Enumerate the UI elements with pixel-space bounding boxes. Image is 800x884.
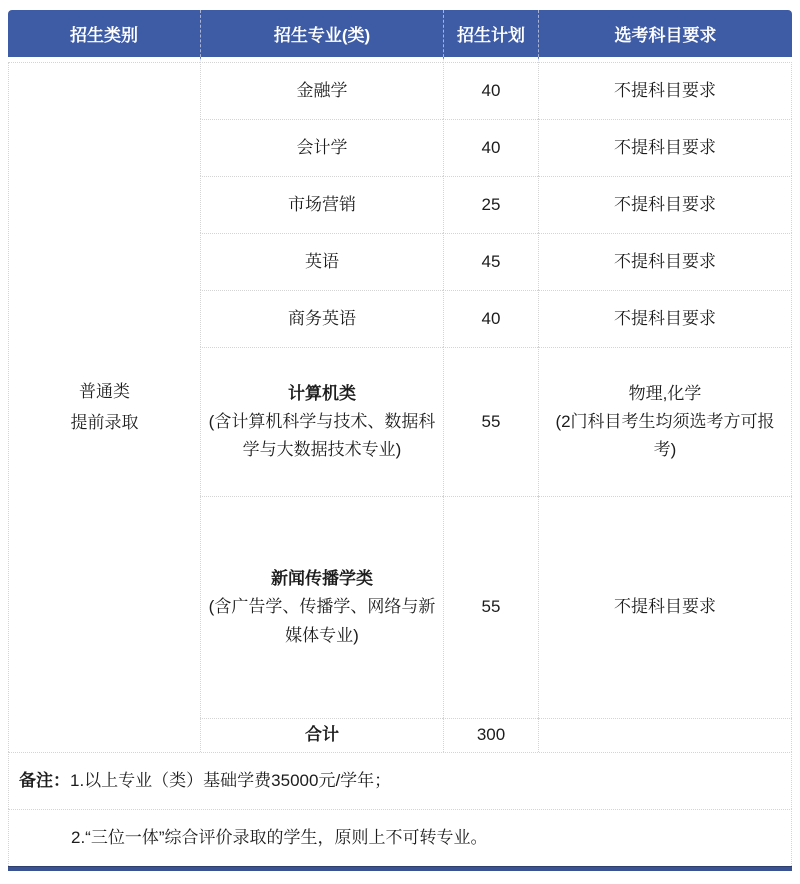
plan-cell: 55 (443, 347, 538, 496)
header-plan: 招生计划 (443, 10, 538, 62)
header-category: 招生类别 (8, 10, 200, 62)
plan-cell: 55 (443, 496, 538, 718)
header-subjects: 选考科目要求 (538, 10, 792, 62)
note-cell-1 (8, 752, 792, 809)
major-cell: 商务英语 (200, 290, 443, 347)
note-text-1: 1.以上专业（类）基础学费35000元/学年； (70, 771, 392, 790)
major-group-name: 新闻传播学类 (271, 569, 373, 589)
major-cell (200, 496, 443, 718)
subjects-cell: 不提科目要求 (538, 119, 792, 176)
major-group-note: (含计算机科学与技术、数据科学与大数据技术专业) (208, 411, 436, 460)
subjects-cell: 不提科目要求 (538, 496, 792, 718)
plan-cell: 25 (443, 176, 538, 233)
plan-cell: 40 (443, 290, 538, 347)
admissions-plan-table (8, 10, 792, 866)
plan-cell: 40 (443, 119, 538, 176)
major-cell (200, 347, 443, 496)
major-cell: 市场营销 (200, 176, 443, 233)
header-row (8, 10, 792, 62)
note-label: 备注： (19, 771, 70, 790)
note-row (8, 752, 792, 809)
plan-cell: 40 (443, 62, 538, 119)
subjects-cell: 不提科目要求 (538, 290, 792, 347)
total-subjects-cell (538, 718, 792, 752)
note-row (8, 809, 792, 866)
major-group-name: 计算机类 (288, 383, 356, 403)
total-plan-cell: 300 (443, 718, 538, 752)
table-row (8, 62, 792, 119)
bottom-accent-bar (8, 866, 792, 871)
subjects-note: (2门科目考生均须选考方可报考) (555, 411, 775, 460)
major-cell: 英语 (200, 233, 443, 290)
plan-cell: 45 (443, 233, 538, 290)
major-cell: 会计学 (200, 119, 443, 176)
major-cell: 金融学 (200, 62, 443, 119)
subjects-cell (538, 347, 792, 496)
category-line-1: 普通类 (79, 381, 130, 401)
subjects-cell: 不提科目要求 (538, 176, 792, 233)
note-cell-2 (8, 809, 792, 866)
subjects-cell: 不提科目要求 (538, 233, 792, 290)
subjects-required: 物理,化学 (628, 383, 702, 403)
category-cell (8, 62, 200, 752)
major-group-note: (含广告学、传播学、网络与新媒体专业) (208, 597, 436, 645)
category-line-2: 提前录取 (70, 412, 139, 432)
total-label-cell: 合计 (200, 718, 443, 752)
header-major: 招生专业(类) (200, 10, 443, 62)
note-text-2: 2.“三位一体”综合评价录取的学生，原则上不可转专业。 (71, 828, 488, 848)
subjects-cell: 不提科目要求 (538, 62, 792, 119)
